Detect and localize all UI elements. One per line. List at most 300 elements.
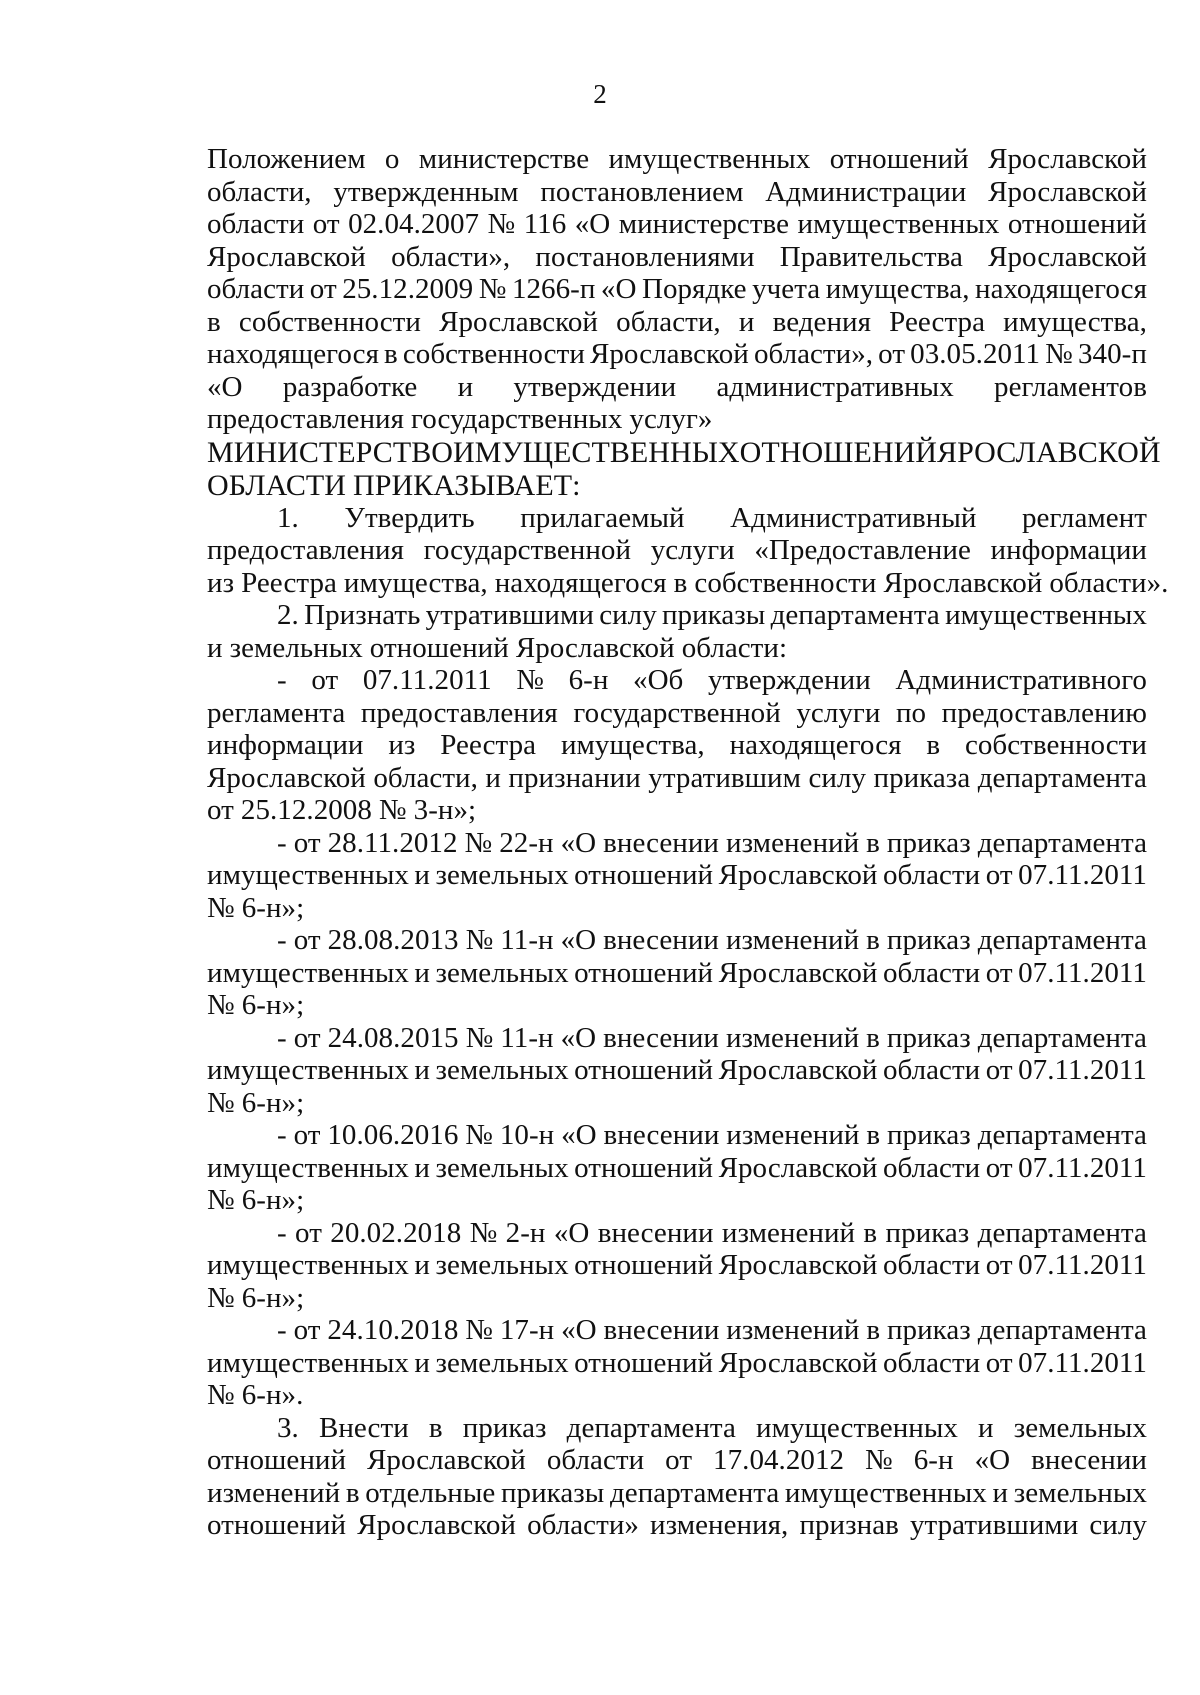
word: Административного	[895, 664, 1147, 696]
text-line	[207, 1249, 1147, 1282]
word: Положением	[207, 143, 366, 175]
word: утверждении	[707, 664, 871, 696]
word: отношений	[574, 859, 714, 891]
word: находящегося	[729, 729, 902, 761]
word: №	[465, 1021, 494, 1054]
word: 28.11.2012	[327, 826, 458, 859]
text-line	[207, 1444, 1147, 1477]
word: «О	[600, 273, 637, 305]
word: «О	[560, 826, 597, 859]
word: разработке	[282, 370, 418, 403]
word: Ярославской	[718, 956, 878, 989]
word: 6-н».	[241, 1379, 304, 1411]
word: области,	[207, 175, 312, 208]
word: и	[414, 956, 430, 989]
word: и	[414, 1249, 430, 1281]
word: Реестра	[889, 305, 985, 338]
word: собственности	[964, 729, 1147, 761]
word: по	[895, 696, 927, 729]
word: услуги	[650, 534, 735, 566]
word: департамента	[977, 1216, 1147, 1249]
word: 10-н	[499, 1119, 555, 1151]
word: -	[277, 664, 287, 696]
text-line	[207, 176, 1147, 209]
word: 3.	[277, 1411, 299, 1444]
word: -	[277, 1021, 287, 1054]
word: от	[293, 826, 321, 859]
word: -	[277, 1119, 287, 1151]
word: 07.11.2011	[1018, 1346, 1147, 1379]
word: -	[277, 1216, 287, 1249]
word: области	[882, 1249, 981, 1281]
word: внесении	[603, 1119, 720, 1151]
word: прилагаемый	[520, 501, 685, 534]
word: услуг»	[629, 403, 713, 435]
word: приказ	[886, 1119, 971, 1151]
word: №	[478, 273, 507, 305]
word: «О	[207, 370, 243, 403]
word: 17-н	[499, 1314, 555, 1346]
word: МИНИСТЕРСТВО	[207, 435, 453, 469]
word: Ярославской	[718, 1346, 878, 1379]
text-line	[207, 762, 1147, 795]
word: 17.04.2012	[713, 1444, 845, 1476]
word: Ярославской	[718, 1054, 878, 1086]
word: отношений	[574, 1249, 714, 1281]
word: в	[866, 1021, 880, 1054]
text-line	[207, 1054, 1147, 1087]
word: -	[277, 924, 287, 956]
word: в	[428, 1411, 443, 1444]
word: внесении	[603, 1021, 719, 1054]
word: от	[312, 208, 340, 240]
word: в	[866, 1119, 881, 1151]
word: внесении	[603, 826, 720, 859]
text-line	[207, 338, 1147, 371]
word: регламента	[207, 696, 346, 729]
word: департамента	[977, 1021, 1147, 1054]
word: -	[277, 826, 287, 859]
word: Ярославской	[988, 175, 1147, 208]
word: отношений	[574, 956, 714, 989]
word: №	[207, 1184, 235, 1216]
word: имущества,	[343, 566, 488, 599]
word: имущественных	[756, 1411, 958, 1444]
word: отношений	[574, 1346, 714, 1379]
word: имущественных	[207, 1151, 409, 1184]
word: 11-н	[500, 1021, 554, 1054]
word: отношений	[369, 631, 509, 664]
word: области	[882, 1054, 981, 1086]
word: изменений	[726, 1314, 860, 1346]
text-line	[207, 241, 1147, 274]
word: 6-н	[568, 664, 609, 696]
text-line	[207, 1379, 1147, 1412]
text-line	[207, 697, 1147, 730]
word: от	[293, 1314, 321, 1346]
word: учета	[752, 273, 821, 305]
text-line	[207, 1184, 1147, 1217]
word: отношений	[207, 1444, 347, 1476]
word: №	[487, 208, 516, 240]
word: Признать	[304, 599, 421, 631]
word: области	[207, 208, 305, 240]
word: №	[207, 1379, 235, 1411]
word: земельных	[229, 631, 363, 664]
word: Порядке	[641, 273, 747, 305]
word: имущества,	[1003, 305, 1147, 338]
word: департамента	[977, 1314, 1147, 1346]
word: и	[414, 1054, 430, 1086]
word: Ярославской	[718, 1151, 878, 1184]
word: 6-н»;	[241, 989, 305, 1021]
word: отношений	[829, 143, 969, 175]
word: приказ	[886, 1021, 971, 1054]
word: 1266-п	[511, 273, 596, 305]
word: 28.08.2013	[327, 924, 459, 956]
word: от	[985, 1151, 1013, 1184]
word: 07.11.2011	[1018, 859, 1147, 891]
word: ЯРОСЛАВСКОЙ	[937, 435, 1161, 469]
word: Ярославской	[988, 240, 1147, 273]
word: №	[465, 1314, 493, 1346]
text-line	[207, 924, 1147, 957]
word: приказ	[885, 1216, 970, 1249]
word: №	[516, 664, 544, 696]
word: имущественных	[207, 1346, 409, 1379]
text-line	[207, 403, 1147, 436]
word: постановлениями	[535, 240, 755, 273]
text-line	[207, 1282, 1147, 1315]
word: 07.11.2011	[1018, 956, 1147, 989]
word: «О	[560, 1021, 597, 1054]
word: земельных	[435, 956, 569, 989]
word: отношений	[574, 1054, 714, 1086]
word: и	[414, 859, 430, 891]
word: №	[465, 1119, 493, 1151]
word: Ярославской	[883, 566, 1043, 599]
word: приказы	[661, 599, 766, 631]
word: №	[207, 989, 235, 1021]
text-line	[207, 859, 1147, 892]
text-line	[207, 794, 1147, 827]
word: 20.02.2018	[330, 1216, 462, 1249]
word: земельных	[1013, 1411, 1147, 1444]
word: Ярославской	[357, 1509, 516, 1541]
word: в	[207, 305, 221, 338]
word: в	[673, 566, 688, 599]
word: -	[277, 1314, 287, 1346]
word: №	[378, 794, 407, 826]
word: департамента	[770, 599, 940, 631]
word: имущественных	[207, 859, 409, 891]
word: 25.12.2008	[240, 794, 372, 826]
word: области	[882, 956, 981, 989]
word: постановлением	[540, 175, 744, 208]
word: собственности	[402, 338, 585, 370]
word: «О	[553, 1216, 590, 1249]
word: от	[985, 1346, 1013, 1379]
word: из	[388, 729, 416, 761]
word: земельных	[1013, 1476, 1147, 1509]
text-line	[207, 1412, 1147, 1445]
text-line	[207, 306, 1147, 339]
word: Административный	[730, 501, 977, 534]
word: регламент	[1021, 501, 1147, 534]
word: Реестра	[241, 566, 337, 599]
word: приказ	[462, 1411, 547, 1444]
word: и	[457, 370, 474, 403]
word: и	[485, 761, 501, 794]
word: 10.06.2016	[327, 1119, 459, 1151]
word: Администрации	[765, 175, 967, 208]
word: области»	[527, 1509, 639, 1541]
word: находящегося	[207, 338, 379, 370]
word: из	[207, 566, 235, 599]
text-line	[207, 827, 1147, 860]
word: имущественных	[207, 1249, 409, 1281]
word: №	[465, 924, 494, 956]
word: отношений	[574, 1151, 714, 1184]
word: Ярославской	[988, 143, 1147, 175]
word: утратившим	[648, 761, 802, 794]
word: Ярославской	[439, 305, 598, 338]
word: государственных	[411, 403, 623, 435]
word: «Предоставление	[754, 534, 971, 566]
word: внесении	[1031, 1444, 1147, 1476]
word: «Об	[633, 664, 684, 696]
word: «О	[574, 208, 611, 240]
word: 25.12.2009	[342, 273, 474, 305]
word: земельных	[435, 859, 569, 891]
text-line	[207, 729, 1147, 762]
word: Ярославской	[718, 1249, 878, 1281]
text-line	[207, 664, 1147, 697]
word: Реестра	[440, 729, 537, 761]
word: имущества,	[825, 273, 970, 305]
word: приказ	[886, 924, 971, 956]
word: изменений	[721, 1216, 856, 1249]
word: находящегося	[494, 566, 667, 599]
word: от	[878, 338, 906, 370]
word: области	[882, 859, 981, 891]
word: изменения,	[650, 1509, 789, 1541]
word: в	[866, 826, 880, 859]
word: области»,	[391, 240, 511, 273]
word: регламентов	[994, 370, 1147, 403]
word: в	[345, 1476, 360, 1509]
word: департамента	[977, 761, 1147, 794]
word: 03.05.2011	[910, 338, 1041, 370]
word: услуги	[796, 696, 881, 729]
word: 24.08.2015	[327, 1021, 459, 1054]
word: имущественных	[945, 599, 1147, 631]
word: и	[978, 1411, 994, 1444]
word: и	[414, 1151, 430, 1184]
text-line	[207, 502, 1147, 535]
word: Ярославской	[589, 338, 749, 370]
word: изменений	[726, 826, 860, 859]
text-line	[207, 1119, 1147, 1152]
word: от	[311, 664, 339, 696]
word: департамента	[977, 924, 1147, 956]
word: 07.11.2011	[362, 664, 492, 696]
word: изменений	[726, 1119, 860, 1151]
word: 07.11.2011	[1018, 1151, 1147, 1184]
text-line	[207, 1509, 1147, 1542]
word: 6-н»;	[241, 1281, 305, 1314]
word: в	[863, 1216, 878, 1249]
word: области	[882, 1151, 981, 1184]
word: 2-н	[505, 1216, 546, 1249]
text-line	[207, 371, 1147, 404]
word: силу	[1089, 1509, 1147, 1541]
word: области	[882, 1346, 981, 1379]
text-line	[207, 469, 1147, 502]
word: от	[293, 924, 321, 956]
word: силу	[808, 761, 867, 794]
text-line	[207, 435, 1161, 469]
word: предоставлению	[941, 696, 1147, 729]
word: информации	[990, 534, 1147, 566]
word: земельных	[435, 1151, 569, 1184]
word: земельных	[435, 1346, 569, 1379]
page-number: 2	[593, 79, 607, 109]
word: области,	[616, 305, 721, 338]
word: №	[464, 826, 493, 859]
word: «О	[561, 1119, 597, 1151]
word: 340-п	[1077, 338, 1147, 370]
word: министерстве	[618, 208, 790, 240]
word: «О	[561, 1314, 597, 1346]
word: и	[207, 631, 223, 664]
word: 02.04.2007	[348, 208, 480, 240]
word: государственной	[573, 696, 781, 729]
word: внесении	[603, 1314, 720, 1346]
word: изменений	[725, 924, 860, 956]
word: государственной	[423, 534, 632, 566]
word: имущества,	[560, 729, 705, 761]
text-line	[207, 632, 1147, 665]
text-line	[207, 1347, 1147, 1380]
word: от	[207, 794, 234, 826]
word: земельных	[435, 1249, 569, 1281]
word: министерстве	[418, 143, 590, 175]
word: имущественных	[207, 956, 409, 989]
word: ОТНОШЕНИЙ	[739, 435, 938, 469]
word: и	[992, 1476, 1009, 1509]
word: в	[866, 1314, 881, 1346]
word: департамента	[566, 1411, 736, 1444]
word: от	[309, 273, 337, 305]
word: изменений	[207, 1476, 341, 1509]
word: имущественных	[608, 143, 811, 175]
word: департамента	[977, 1119, 1147, 1151]
word: ИМУЩЕСТВЕННЫХ	[453, 435, 740, 469]
word: предоставления	[207, 534, 404, 566]
word: предоставления	[207, 403, 404, 435]
word: области».	[1049, 566, 1169, 599]
word: Ярославской	[515, 631, 675, 664]
word: №	[207, 891, 235, 924]
text-line	[207, 1087, 1147, 1120]
text-line	[207, 273, 1147, 306]
word: приказы	[500, 1476, 605, 1509]
word: Внести	[318, 1411, 409, 1444]
word: департамента	[977, 826, 1147, 859]
text-line	[207, 957, 1147, 990]
word: и	[738, 305, 755, 338]
word: ПРИКАЗЫВАЕТ:	[353, 468, 581, 502]
word: информации	[207, 729, 364, 761]
text-line	[207, 599, 1147, 632]
word: 11-н	[500, 924, 554, 956]
word: и	[414, 1346, 430, 1379]
word: Ярославской	[718, 859, 878, 891]
word: в	[926, 729, 941, 761]
word: 6-н»;	[241, 891, 305, 924]
word: силу	[599, 599, 657, 631]
word: утверждении	[513, 370, 677, 403]
word: от	[295, 1216, 322, 1249]
word: в	[866, 924, 880, 956]
word: имущественных	[784, 1476, 987, 1509]
text-line	[207, 143, 1147, 176]
word: собственности	[238, 305, 421, 338]
text-line	[207, 534, 1147, 567]
word: имущественных	[797, 208, 1000, 240]
word: области	[546, 1444, 645, 1476]
word: от	[293, 1021, 321, 1054]
word: области	[207, 273, 305, 305]
word: Утвердить	[344, 501, 475, 534]
word: отношений	[1007, 208, 1147, 240]
text-line	[207, 1314, 1147, 1347]
word: 24.10.2018	[327, 1314, 459, 1346]
word: 22-н	[499, 826, 554, 859]
word: департамента	[609, 1476, 780, 1509]
word: 6-н	[913, 1444, 954, 1476]
word: области:	[681, 631, 788, 664]
text-line	[207, 1217, 1147, 1250]
text-line	[207, 566, 1169, 600]
word: приказа	[873, 761, 971, 794]
word: земельных	[435, 1054, 569, 1086]
word: «О	[560, 924, 597, 956]
word: 116	[523, 208, 567, 240]
word: от	[985, 1249, 1013, 1281]
text-line	[207, 1152, 1147, 1185]
word: находящегося	[975, 273, 1147, 305]
word: от	[293, 1119, 321, 1151]
word: 6-н»;	[241, 1086, 305, 1119]
word: утратившими	[425, 599, 594, 631]
word: области,	[373, 761, 478, 794]
word: приказ	[886, 1314, 971, 1346]
word: признании	[508, 761, 641, 794]
word: №	[469, 1216, 498, 1249]
text-line	[207, 892, 1147, 925]
word: в	[384, 338, 398, 370]
word: №	[1045, 338, 1073, 370]
word: внесении	[603, 924, 719, 956]
word: №	[207, 1086, 235, 1119]
word: №	[865, 1444, 893, 1476]
word: «О	[974, 1444, 1011, 1476]
word: предоставления	[360, 696, 558, 729]
word: №	[207, 1281, 235, 1314]
word: приказ	[886, 826, 971, 859]
